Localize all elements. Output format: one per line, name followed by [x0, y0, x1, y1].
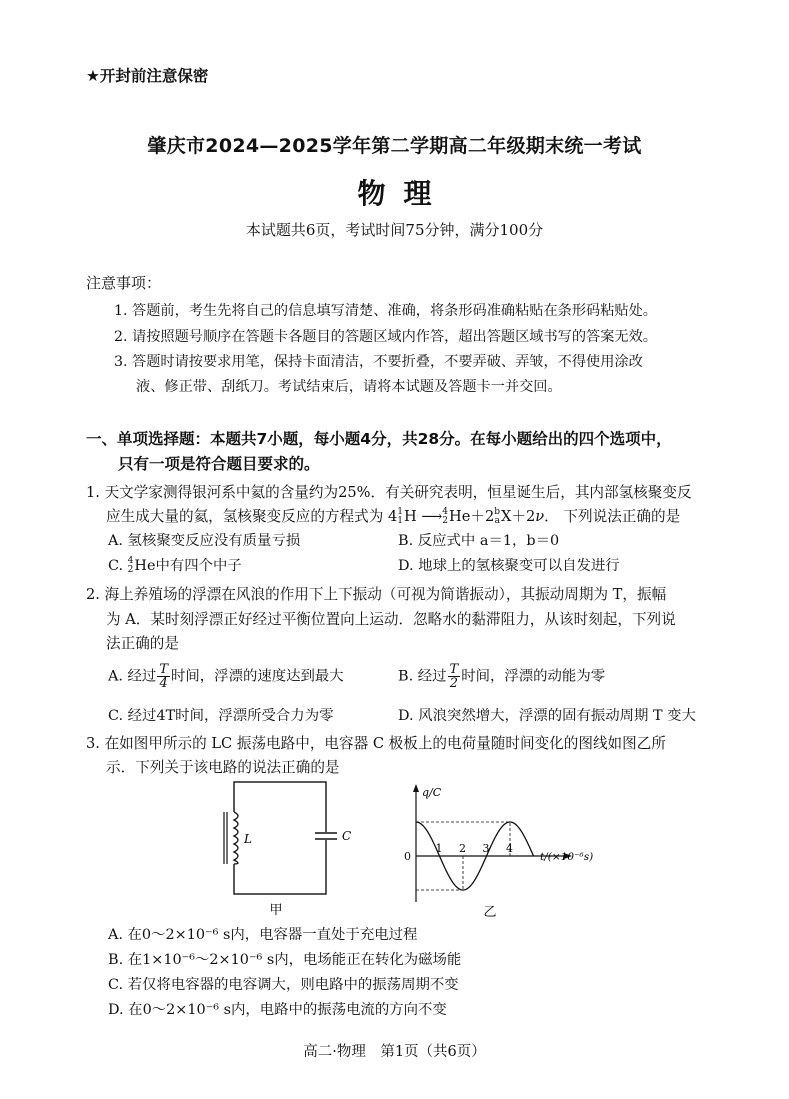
- x-tick-label-0: 0: [404, 850, 411, 863]
- x-tick-label-2: 2: [459, 842, 466, 855]
- section-1-heading: 一、单项选择题：本题共7小题，每小题4分，共28分。在每小题给出的四个选项中，: [86, 430, 672, 448]
- subject-title: 物理: [357, 177, 450, 210]
- q2-option-b: [398, 663, 605, 690]
- exam-title: 肇庆市2024—2025学年第二学期高二年级期末统一考试: [147, 135, 642, 157]
- x-tick-label-3: 3: [482, 842, 490, 855]
- q3-option-b: B. 在1×10⁻⁶～2×10⁻⁶ s内，电场能正在转化为磁场能: [108, 952, 462, 968]
- q1-option-c-text: He中有四个中子: [134, 558, 242, 574]
- note-item-3-cont: 液、修正带、刮纸刀。考试结束后，请将本试题及答题卡一并交回。: [136, 379, 562, 395]
- note-item-1: 1. 答题前，考生先将自己的信息填写清楚、准确，将条形码准确粘贴在条形码粘贴处。: [114, 303, 657, 319]
- fusion-equation: 4 1 1 H ⟶ 4 2 He＋2 b a X＋2ν．: [387, 507, 559, 526]
- q2-option-a-pre: A. 经过: [108, 668, 157, 685]
- fraction-t-over-2: $\frac{T}{2}$: [449, 662, 459, 691]
- exam-info: 本试题共6页，考试时间75分钟，满分100分: [245, 221, 544, 239]
- q1-stem-line1: 1. 天文学家测得银河系中氦的含量约为25%．有关研究表明，恒星诞生后，其内部氢核聚变反: [86, 484, 692, 501]
- x-tick-label-1: 1: [435, 842, 443, 855]
- y-axis-label: q/C: [422, 786, 442, 799]
- section-1-heading-cont: 只有一项是符合题目要求的。: [118, 455, 320, 473]
- y-axis-arrow: [413, 784, 419, 792]
- q3-option-c: C. 若仅将电容器的电容调大，则电路中的振荡周期不变: [108, 977, 459, 993]
- q1-option-c: C. 4 2 He中有四个中子: [108, 556, 242, 575]
- q2-stem-line2: 为 A．某时刻浮漂正好经过平衡位置向上运动．忽略水的黏滞阻力，从该时刻起，下列说: [106, 611, 676, 628]
- figure-a-caption: 甲: [269, 903, 283, 918]
- lc-circuit-diagram: [214, 778, 364, 918]
- q2-stem-line3: 法正确的是: [106, 635, 179, 652]
- q2-option-a: [108, 663, 344, 690]
- q1-option-d: D. 地球上的氢核聚变可以自发进行: [398, 558, 620, 574]
- note-item-2: 2. 请按照题号顺序在答题卡各题目的答题区域内作答，超出答题区域书写的答案无效。: [114, 329, 657, 345]
- note-item-3: 3. 答题时请按要求用笔，保持卡面清洁，不要折叠，不要弄破、弄皱，不得使用涂改: [114, 354, 643, 370]
- q2-stem-line1: 2. 海上养殖场的浮漂在风浪的作用下上下振动（可视为简谐振动），其振动周期为 T，振幅: [86, 586, 667, 603]
- x-axis-label: t/(×10⁻⁶s): [540, 851, 594, 863]
- x-tick-label-4: 4: [506, 842, 513, 855]
- q2-option-b-pre: B. 经过: [398, 668, 447, 685]
- confidential-label: ★开封前注意保密: [86, 67, 209, 85]
- q1-option-b: B. 反应式中 a＝1，b＝0: [398, 533, 560, 549]
- q2-option-d: D. 风浪突然增大，浮漂的固有振动周期 T 变大: [398, 708, 696, 724]
- notes-heading: 注意事项：: [86, 274, 162, 292]
- q2-option-c: C. 经过4T时间，浮漂所受合力为零: [108, 708, 334, 724]
- q1-option-c-label: C.: [108, 558, 124, 574]
- q1-stem-line2: [106, 505, 680, 526]
- q3-stem-line1: 3. 在如图甲所示的 LC 振荡电路中，电容器 C 极板上的电荷量随时间变化的图线如图乙所: [86, 735, 666, 752]
- q3-option-d: D. 在0～2×10⁻⁶ s内，电路中的振荡电流的方向不变: [108, 1002, 447, 1018]
- capacitor-label: C: [342, 829, 352, 843]
- charge-time-graph: [372, 780, 632, 920]
- q2-option-a-post: 时间，浮漂的速度达到最大: [171, 668, 344, 685]
- q3-stem-line2: 示．下列关于该电路的说法正确的是: [106, 759, 340, 776]
- figure-b-caption: 乙: [483, 905, 497, 920]
- fraction-t-over-4: $\frac{T}{4}$: [159, 662, 168, 691]
- q1-option-a: A. 氢核聚变反应没有质量亏损: [108, 533, 301, 549]
- inductor-label: L: [244, 832, 252, 846]
- q2-option-b-post: 时间，浮漂的动能为零: [461, 668, 606, 685]
- q3-option-a: A. 在0～2×10⁻⁶ s内，电容器一直处于充电过程: [108, 927, 418, 943]
- page-footer: 高二·物理 第1页（共6页）: [303, 1044, 486, 1060]
- q1-stem-pre: 应生成大量的氦，氢核聚变反应的方程式为: [106, 508, 384, 525]
- q1-stem-post: 下列说法正确的是: [563, 508, 681, 525]
